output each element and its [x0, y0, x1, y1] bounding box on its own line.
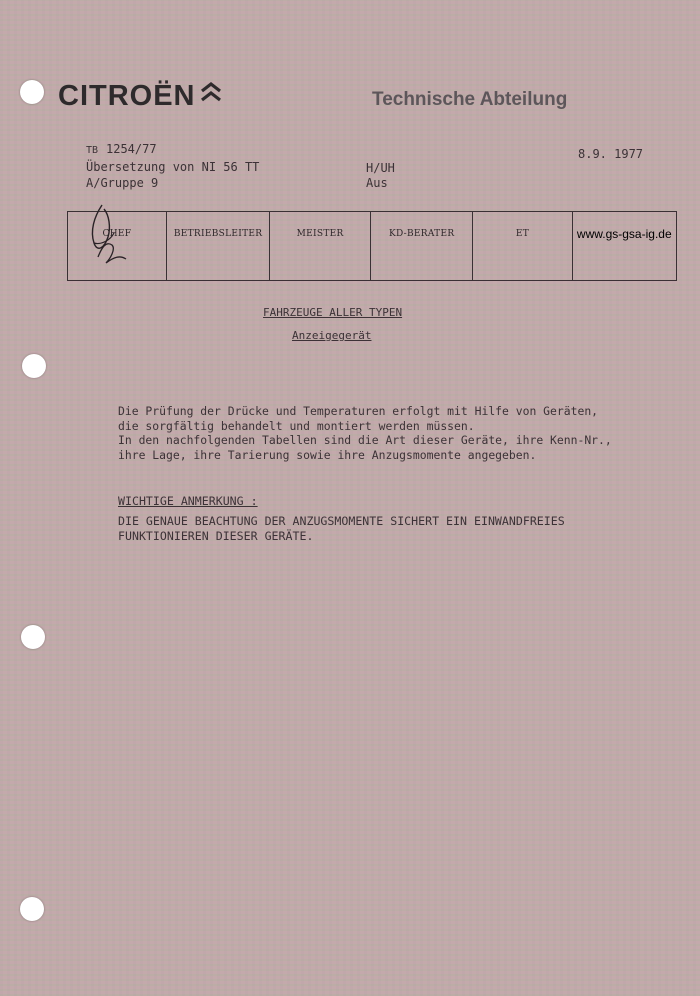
punch-hole-upper: [22, 354, 46, 378]
note-line: DIE GENAUE BEACHTUNG DER ANZUGSMOMENTE SICHERT EIN EINWANDFREIES: [118, 514, 565, 528]
website-label: www.gs-gsa-ig.de: [572, 212, 676, 281]
document-date: 8.9. 1977: [578, 147, 644, 161]
routing-cell-kd-berater: KD-BERATER: [370, 212, 473, 281]
citroen-logo: [58, 80, 222, 113]
routing-table: [67, 211, 677, 281]
handwritten-signature: [84, 197, 144, 277]
author-initials: H/UH: [366, 161, 395, 175]
translation-reference: Übersetzung von NI 56 TT: [86, 160, 260, 174]
subject-vehicles: FAHRZEUGE ALLER TYPEN: [263, 306, 403, 319]
tb-prefix: TB: [86, 145, 99, 156]
punch-hole-top: [20, 80, 44, 104]
routing-cell-betriebsleiter: BETRIEBSLEITER: [166, 212, 269, 281]
subject-instrument: Anzeigegerät: [292, 329, 372, 342]
double-chevron-icon: [200, 80, 222, 113]
routing-row: [68, 212, 677, 281]
routing-cell-et: ET: [473, 212, 572, 281]
department-title: Technische Abteilung: [372, 89, 568, 110]
body-paragraph: [118, 404, 678, 462]
routing-cell-chef: CHEF: [68, 212, 167, 281]
routing-cell-meister: MEISTER: [270, 212, 371, 281]
punch-hole-bottom: [20, 897, 44, 921]
important-note-text: [118, 514, 565, 544]
tb-number: 1254/77: [106, 142, 157, 156]
origin-label: Aus: [366, 176, 388, 190]
body-line: ihre Lage, ihre Tarierung sowie ihre Anzugsmomente angegeben.: [118, 447, 537, 462]
body-line: In den nachfolgenden Tabellen sind die Art dieser Geräte, ihre Kenn-Nr.,: [118, 433, 612, 448]
brand-name: CITROËN: [58, 80, 196, 112]
body-line: Die Prüfung der Drücke und Temperaturen erfolgt mit Hilfe von Geräten,: [118, 404, 599, 418]
body-line: die sorgfältig behandelt und montiert werden müssen.: [118, 418, 475, 433]
group-reference: A/Gruppe 9: [86, 176, 159, 190]
important-note-heading: WICHTIGE ANMERKUNG :: [118, 494, 258, 508]
punch-hole-lower: [21, 625, 45, 649]
note-line: FUNKTIONIEREN DIESER GERÄTE.: [118, 529, 314, 543]
